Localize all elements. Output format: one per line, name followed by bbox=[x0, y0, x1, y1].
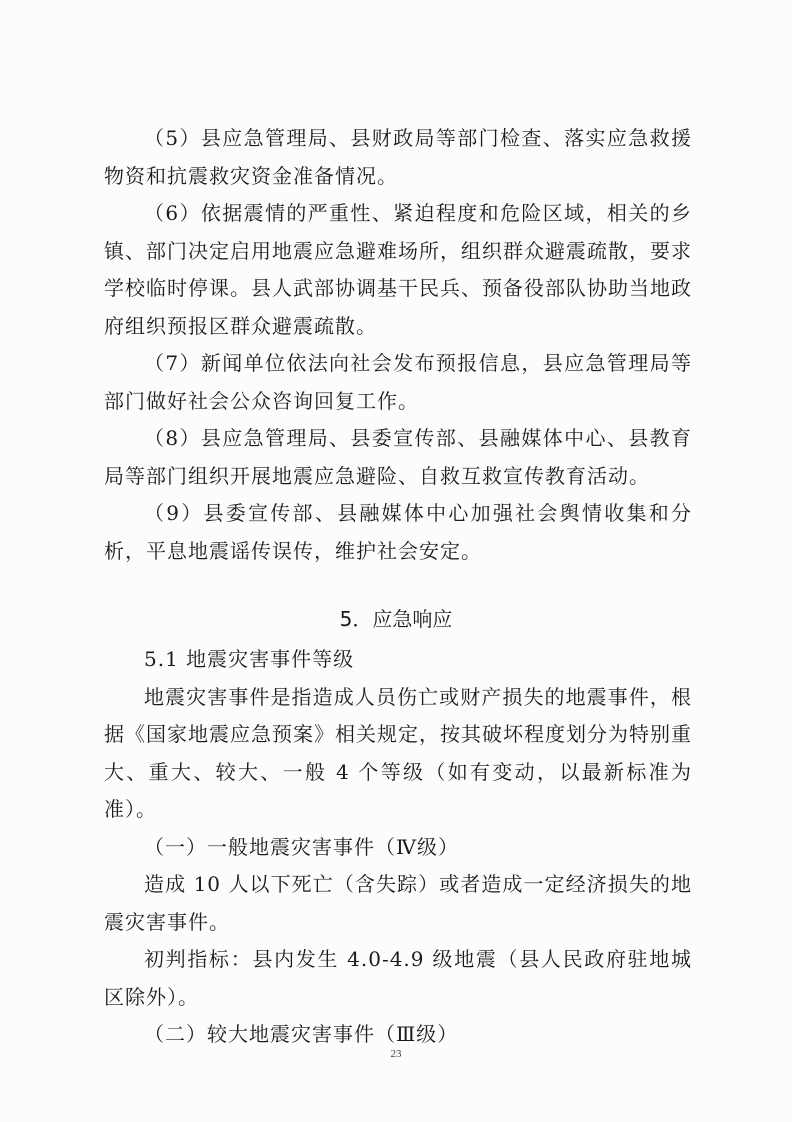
body-text-lower bbox=[104, 641, 692, 1054]
section-heading: 5．应急响应 bbox=[339, 607, 453, 631]
paragraph-item-8: （8）县应急管理局、县委宣传部、县融媒体中心、县教育局等部门组织开展地震应急避险、自救互救宣传教育活动。 bbox=[104, 426, 692, 488]
page-number: 23 bbox=[390, 1048, 402, 1060]
paragraph-item-9: （9）县委宣传部、县融媒体中心加强社会舆情收集和分析，平息地震谣传误传，维护社会安定。 bbox=[104, 501, 692, 563]
paragraph-level-iv-indicator: 初判指标：县内发生 4.0-4.9 级地震（县人民政府驻地城区除外）。 bbox=[104, 947, 692, 1009]
body-text-upper bbox=[104, 120, 692, 570]
level-heading-iv: （一）一般地震灾害事件（Ⅳ级） bbox=[144, 834, 459, 859]
level-heading-iii: （二）较大地震灾害事件（Ⅲ级） bbox=[144, 1022, 459, 1046]
paragraph-item-6: （6）依据震情的严重性、紧迫程度和危险区域，相关的乡镇、部门决定启用地震应急避难场所，组织群众避震疏散，要求学校临时停课。县人武部协调基干民兵、预备役部队协助当地政府组织预报区群众避震疏散。 bbox=[104, 201, 692, 338]
paragraph-item-5: （5）县应急管理局、县财政局等部门检查、落实应急救援物资和抗震救灾资金准备情况。 bbox=[104, 126, 692, 188]
paragraph-definition: 地震灾害事件是指造成人员伤亡或财产损失的地震事件，根据《国家地震应急预案》相关规定，按其破坏程度划分为特别重大、重大、较大、一般 4 个等级（如有变动，以最新标准为准）。 bbox=[104, 684, 692, 821]
paragraph-item-7: （7）新闻单位依法向社会发布预报信息，县应急管理局等部门做好社会公众咨询回复工作。 bbox=[104, 351, 692, 413]
subsection-heading: 5.1 地震灾害事件等级 bbox=[144, 647, 355, 671]
paragraph-level-iv-criteria: 造成 10 人以下死亡（含失踪）或者造成一定经济损失的地震灾害事件。 bbox=[104, 872, 692, 934]
